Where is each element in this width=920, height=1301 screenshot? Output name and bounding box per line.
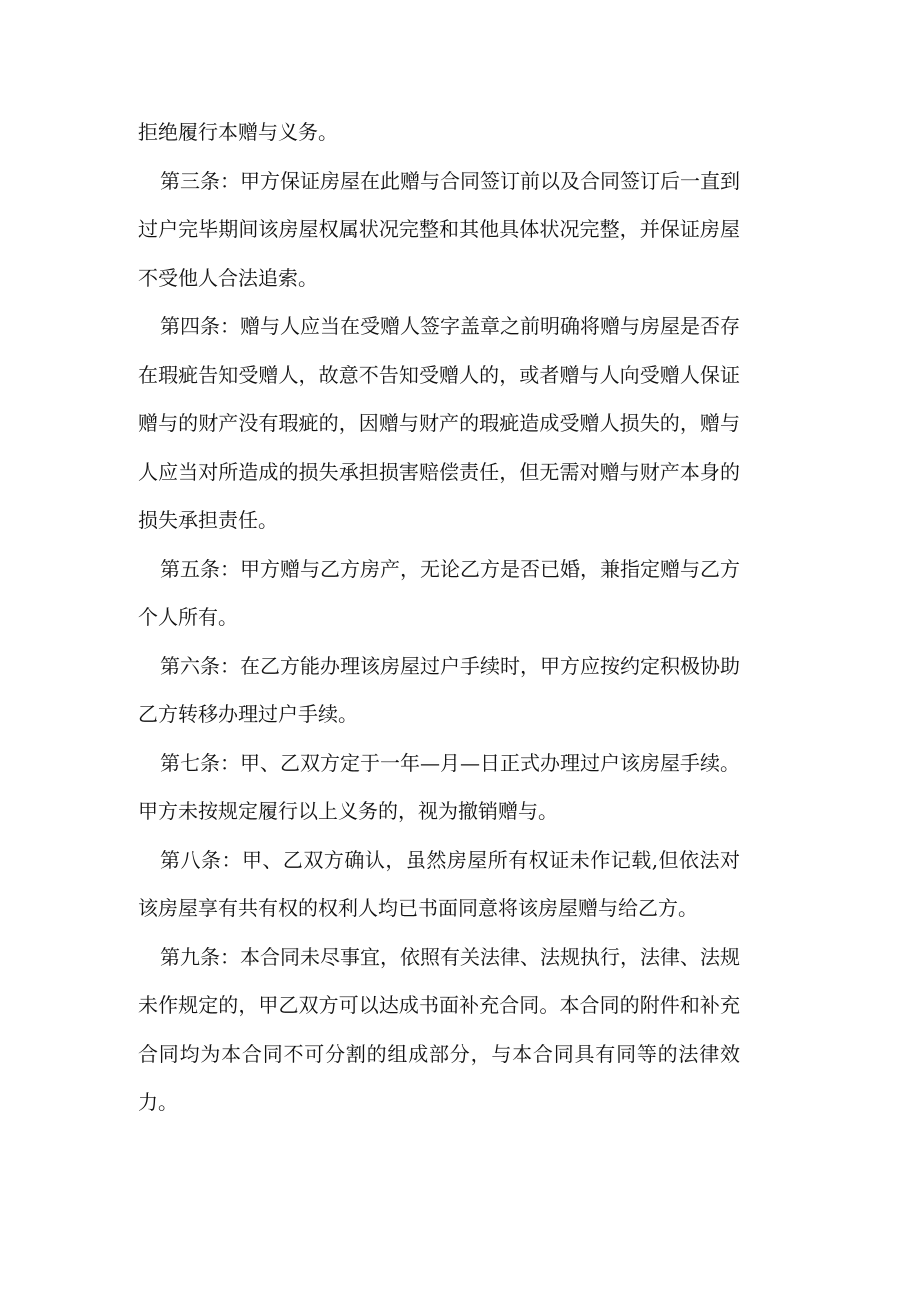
paragraph-article-4: 第四条：赠与人应当在受赠人签字盖章之前明确将赠与房屋是否存在瑕疵告知受赠人，故意不告知受赠人的，或者赠与人向受赠人保证赠与的财产没有瑕疵的，因赠与财产的瑕疵造成受赠人损失的，赠与人应当对所造成的损失承担损害赔偿责任，但无需对赠与财产本身的损失承担责任。 [138, 314, 740, 532]
paragraph-continuation: 拒绝履行本赠与义务。 [138, 120, 338, 144]
paragraph-article-6: 第六条：在乙方能办理该房屋过户手续时，甲方应按约定积极协助乙方转移办理过户手续。 [138, 653, 740, 726]
paragraph-article-7: 第七条：甲、乙双方定于一年—月—日正式办理过户该房屋手续。甲方未按规定履行以上义务的，视为撤销赠与。 [138, 750, 740, 823]
paragraph-article-5: 第五条：甲方赠与乙方房产，无论乙方是否已婚，兼指定赠与乙方个人所有。 [138, 556, 740, 629]
paragraph-article-3: 第三条：甲方保证房屋在此赠与合同签订前以及合同签订后一直到过户完毕期间该房屋权属状况完整和其他具体状况完整，并保证房屋不受他人合法追索。 [138, 168, 740, 290]
paragraph-article-8: 第八条：甲、乙双方确认，虽然房屋所有权证未作记载,但依法对该房屋享有共有权的权利人均已书面同意将该房屋赠与给乙方。 [138, 847, 740, 920]
paragraph-article-9: 第九条：本合同未尽事宜，依照有关法律、法规执行，法律、法规未作规定的，甲乙双方可以达成书面补充合同。本合同的附件和补充合同均为本合同不可分割的组成部分，与本合同具有同等的法律效力。 [138, 944, 740, 1114]
document-body [138, 108, 740, 1127]
